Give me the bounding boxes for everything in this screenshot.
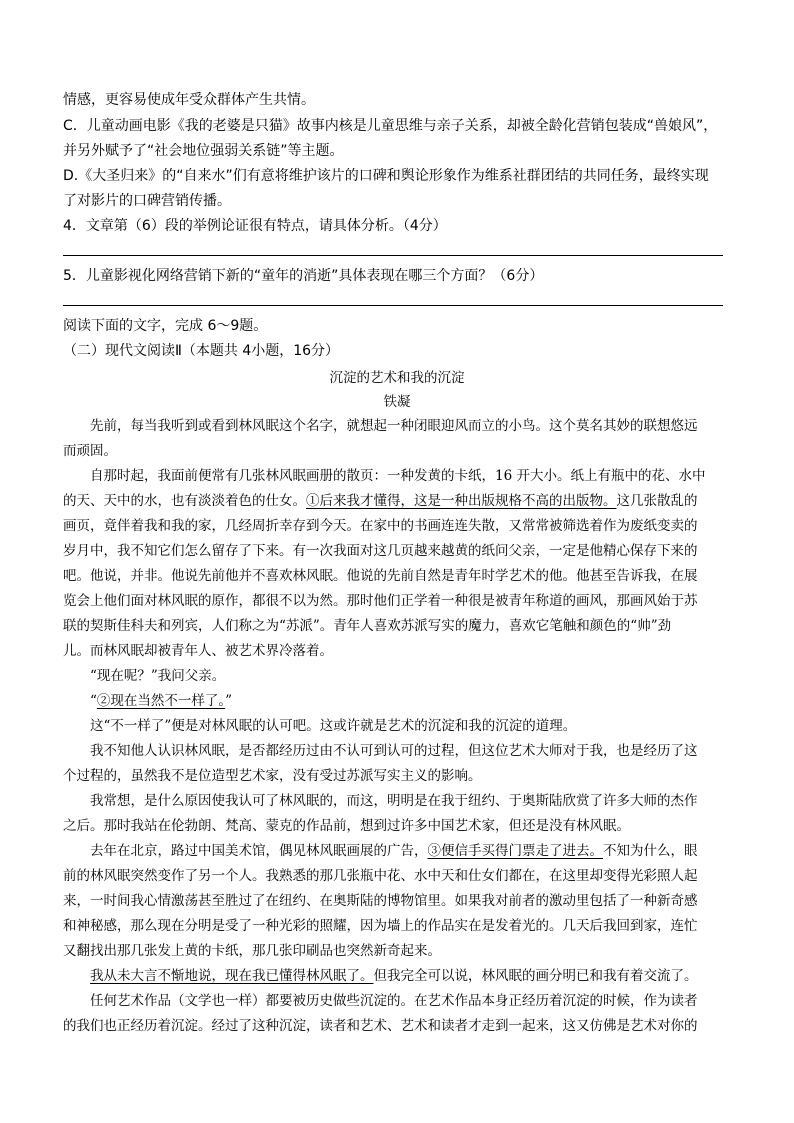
paragraph-line: 吧。他说，并非。他说先前他并不喜欢林风眠。他说的先前自然是青年时学艺术的他。他甚至告诉我，在展 — [63, 568, 698, 584]
option-c-line1: C．儿童动画电影《我的老婆是只猫》故事内核是儿童思维与亲子关系，却被全龄化营销包装成“兽娘风”， — [63, 118, 718, 134]
dialogue-line — [63, 689, 723, 709]
option-d-line2: 了对影片的口碑营销传播。 — [63, 193, 231, 209]
paragraph-line: 又翻找出那几张发上黄的卡纸，那几张印刷品也突然新奇起来。 — [63, 943, 441, 959]
text-span: 不知为什么，眼 — [603, 843, 698, 859]
paragraph-line — [63, 964, 723, 984]
paragraph-line: 的我们也正经历着沉淀。经过了这种沉淀，读者和艺术、艺术和读者才走到一起来，这又仿佛是艺术对你的 — [63, 1018, 698, 1034]
option-d-line1: D.《大圣归来》的“自来水”们有意将维护该片的口碑和舆论形象作为维系社群团结的共同任务，最终实现 — [63, 168, 709, 184]
paragraph-line: 画页，竟伴着我和我的家，几经周折幸存到今天。在家中的书画连连失散，又常常被筛选着作为废纸变卖的 — [63, 518, 698, 534]
paragraph-line: 任何艺术作品（文学也一样）都要被历史做些沉淀的。在艺术作品本身正经历着沉淀的时候，作为读者 — [90, 993, 698, 1009]
paragraph-line: 和神秘感，那么现在分明是受了一种光彩的照耀，因为墙上的作品实在是发着光的。几天后我回到家，连忙 — [63, 918, 698, 934]
text-span: 去年在北京，路过中国美术馆，偶见林风眠画展的广告， — [90, 843, 428, 859]
text-span: 但我完全可以说，林风眠的画分明已和我有着交流了。 — [373, 968, 698, 984]
paragraph-line: 来，一时间我心情激荡甚至胜过了在纽约、在奥斯陆的博物馆里。如果我对前者的激动里包括了一种新奇感 — [63, 893, 698, 909]
underlined-sentence-4: 我从未大言不惭地说，现在我已懂得林风眠了。 — [90, 968, 374, 984]
paragraph-line: 而顽固。 — [63, 443, 117, 459]
article-title: 沉淀的艺术和我的沉淀 — [329, 370, 465, 386]
text-line: 情感，更容易使成年受众群体产生共情。 — [63, 92, 315, 108]
option-c-line2: 并另外赋予了“社会地位强弱关系链”等主题。 — [63, 143, 344, 159]
paragraph-line: 之后。那时我站在伦勃朗、梵高、蒙克的作品前，想到过许多中国艺术家，但还是没有林风眠。 — [63, 818, 630, 834]
paragraph-line: 览会上他们面对林风眠的原作，都很不以为然。那时他们正学着一种很是被青年称道的画风，那画风始于苏 — [63, 593, 698, 609]
dialogue-line: “现在呢？”我问父亲。 — [90, 668, 226, 684]
question-5: 5．儿童影视化网络营销下新的“童年的消逝”具体表现在哪三个方面？（6分） — [63, 268, 544, 284]
underlined-sentence-3: ③便信手买得门票走了进去。 — [427, 843, 603, 859]
text-span: “ — [90, 693, 97, 709]
paragraph-line: 前的林风眠突然变作了另一个人。我熟悉的那几张瓶中花、水中天和仕女们都在，在这里却变得光彩照人起 — [63, 868, 698, 884]
paragraph-line: 岁月中，我不知它们怎么留存了下来。有一次我面对这几页越来越黄的纸问父亲，一定是他精心保存下来的 — [63, 543, 698, 559]
paragraph-line: 先前，每当我听到或看到林风眠这个名字，就想起一种闭眼迎风而立的小鸟。这个莫名其妙的联想悠远 — [90, 418, 698, 434]
article-author: 铁凝 — [383, 394, 411, 410]
answer-line-q5[interactable] — [63, 305, 723, 306]
paragraph-line: 我不知他人认识林风眠，是否都经历过由不认可到认可的过程，但这位艺术大师对于我，也是经历了这 — [90, 743, 698, 759]
text-span: 这几张散乱的 — [616, 493, 698, 509]
paragraph-line: 这“不一样了”便是对林风眠的认可吧。这或许就是艺术的沉淀和我的沉淀的道理。 — [90, 718, 577, 734]
paragraph-line: 个过程的，虽然我不是位造型艺术家，没有受过苏派写实主义的影响。 — [63, 768, 482, 784]
text-span: ” — [225, 693, 233, 709]
paragraph-line — [63, 489, 723, 509]
paragraph-line — [63, 839, 723, 859]
answer-line-q4[interactable] — [63, 255, 723, 256]
underlined-sentence-2: ②现在当然不一样了。 — [96, 693, 226, 709]
paragraph-line: 儿。而林风眠却被青年人、被艺术界冷落着。 — [63, 643, 333, 659]
underlined-sentence-1: ①后来我才懂得，这是一种出版规格不高的出版物。 — [306, 493, 617, 509]
paragraph-line: 联的契斯佳科夫和列宾，人们称之为“苏派”。青年人喜欢苏派写实的魔力，喜欢它笔触和颜色的“帅”劲 — [63, 618, 672, 634]
paragraph-line: 自那时起，我面前便常有几张林风眠画册的散页：一种发黄的卡纸，16 开大小。纸上有瓶中的花、水中 — [90, 468, 706, 484]
question-4: 4．文章第（6）段的举例论证很有特点，请具体分析。（4分） — [63, 218, 447, 234]
text-span: 的天、天中的水，也有淡淡着色的仕女。 — [63, 493, 306, 509]
reading-instruction: 阅读下面的文字，完成 6～9题。 — [63, 318, 268, 334]
paragraph-line: 我常想，是什么原因使我认可了林风眠的，而这，明明是在我于纽约、于奥斯陆欣赏了许多大师的杰作 — [90, 793, 698, 809]
section-heading: （二）现代文阅读Ⅱ（本题共 4小题，16分） — [63, 343, 340, 359]
